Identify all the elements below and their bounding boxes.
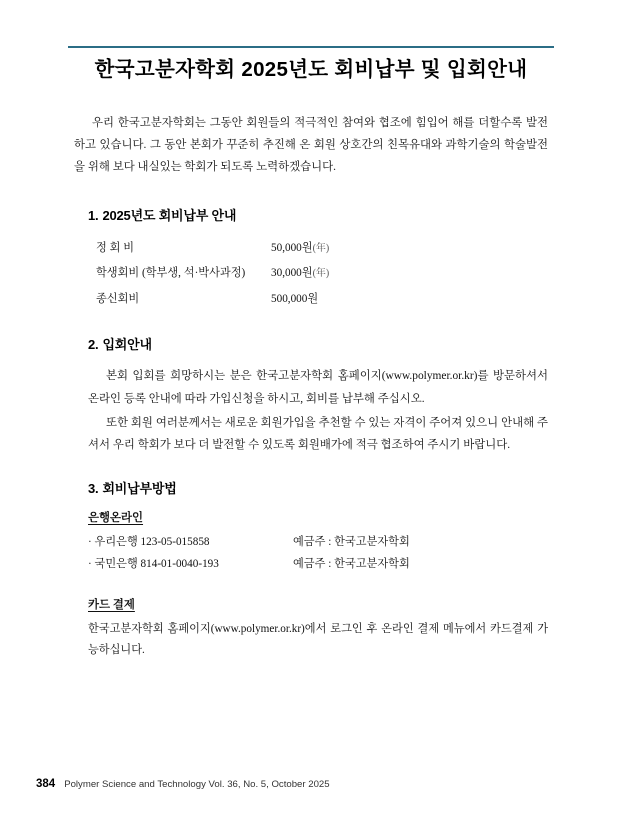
journal-citation: Polymer Science and Technology Vol. 36, No. 5, October 2025: [64, 779, 330, 790]
table-row: [96, 236, 329, 262]
table-row: [96, 261, 329, 287]
page-number: 384: [36, 778, 56, 790]
page-footer: [36, 778, 330, 790]
section-number-2: 2.: [88, 337, 99, 353]
fee-label: 종신회비: [96, 292, 140, 305]
section-number-3: 3.: [88, 481, 99, 497]
section-heading-3: [88, 478, 548, 497]
card-payment-subheading: 카드 결제: [88, 599, 135, 612]
bank-account: · 국민은행 814-01-0040-193: [88, 558, 219, 571]
bank-holder: 예금주 : 한국고분자학회: [293, 536, 410, 549]
list-item: [88, 532, 548, 554]
bank-account: · 우리은행 123-05-015858: [88, 536, 210, 549]
fee-amount: 50,000원: [271, 241, 313, 254]
fee-value: [271, 236, 329, 262]
section-number-1: 1.: [88, 207, 99, 223]
table-row: [96, 287, 329, 313]
membership-paragraph-1: 본회 입회를 희망하시는 분은 한국고분자학회 홈페이지(www.polymer.or.kr)를 방문하셔서 온라인 등록 안내에 따라 가입신청을 하시고, 회비를 납부해 주십시오.: [88, 370, 548, 405]
fee-label: 학생회비 (학부생, 석·박사과정): [96, 267, 246, 280]
card-payment-text: 한국고분자학회 홈페이지(www.polymer.or.kr)에서 로그인 후 온라인 결제 메뉴에서 카드결제 가능하십니다.: [88, 623, 548, 657]
document-body: [74, 112, 548, 662]
membership-paragraph-2: 또한 회원 여러분께서는 새로운 회원가입을 추천할 수 있는 자격이 주어져 있으니 안내해 주셔서 우리 학회가 보다 더 발전할 수 있도록 회원배가에 적극 협조하여 주시기 바랍니다.: [88, 416, 548, 452]
fee-label: 정 회 비: [96, 241, 135, 254]
section-title-2: 입회안내: [102, 337, 152, 353]
fee-value: [271, 287, 329, 313]
section-title-3: 회비납부방법: [102, 481, 177, 497]
section-heading-1: [88, 205, 548, 224]
page-title: 한국고분자학회 2025년도 회비납부 및 입회안내: [94, 58, 528, 81]
bank-holder: 예금주 : 한국고분자학회: [293, 558, 410, 571]
fee-amount: 30,000원: [271, 267, 313, 280]
fee-unit: (年): [312, 268, 330, 280]
fee-table: [96, 236, 329, 313]
bank-account-list: [88, 532, 548, 576]
section-heading-2: [88, 334, 548, 353]
fee-value: [271, 261, 329, 287]
bank-transfer-subheading: 은행온라인: [88, 512, 144, 525]
list-item: [88, 554, 548, 576]
title-divider: [68, 46, 554, 48]
fee-unit: (年): [312, 242, 330, 254]
fee-amount: 500,000원: [271, 292, 319, 305]
membership-paragraphs: [88, 365, 548, 456]
intro-paragraph: 우리 한국고분자학회는 그동안 회원들의 적극적인 참여와 협조에 힘입어 해를 더할수록 발전하고 있습니다. 그 동안 본회가 꾸준히 추진해 온 회원 상호간의 친목유대와 과학기술의 학술발전을 위해 보다 내실있는 학회가 되도록 노력하겠습니다.: [74, 117, 548, 174]
section-title-1: 2025년도 회비납부 안내: [102, 207, 237, 223]
